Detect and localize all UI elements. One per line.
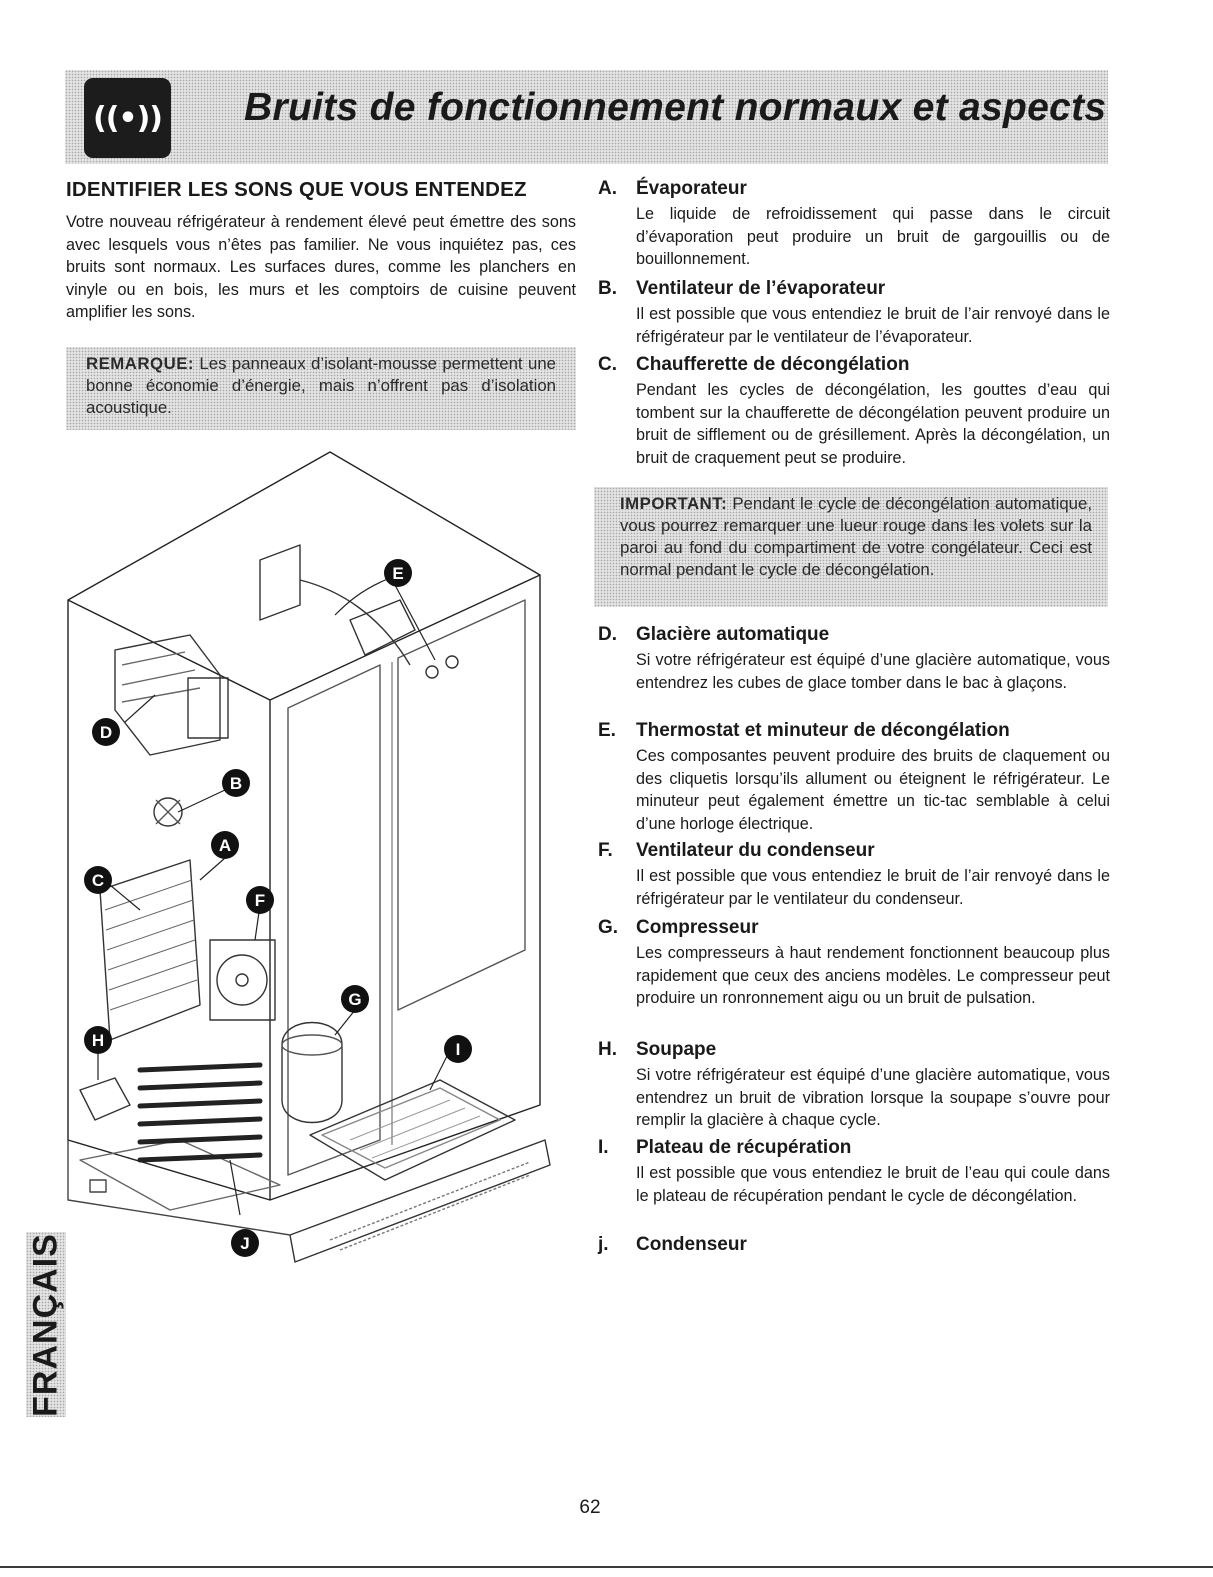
page-title: Bruits de fonctionnement normaux et aspects [244, 86, 1107, 129]
item-letter: I. [598, 1137, 609, 1158]
intro-paragraph: Votre nouveau réfrigérateur à rendement élevé peut émettre des sons avec lesquels vous n’êtes pas familier. Ne vous inquiétez pas, ces bruits sont normaux. Les surfaces dures, comme les planchers en vinyle ou en bois, les murs et les comptoirs de cuisine peuvent amplifier les sons. [66, 213, 576, 322]
svg-text:A: A [218, 836, 232, 855]
item-body: Il est possible que vous entendiez le bruit de l’eau qui coule dans le plateau de récupération pendant le cycle de décongélation. [636, 1164, 1110, 1205]
svg-text:E: E [392, 564, 404, 583]
item-letter: D. [598, 624, 617, 645]
item-title: Glacière automatique [636, 624, 830, 645]
remarque-text: Les panneaux d’isolant-mousse permettent une bonne économie d’énergie, mais n’offrent pas d’isolation acoustique. [86, 354, 556, 417]
item-letter: A. [598, 178, 617, 199]
diagram-markers [84, 559, 472, 1257]
item-title: Thermostat et minuteur de décongélation [636, 720, 1010, 741]
cabinet-back-edge [270, 575, 540, 700]
svg-text:G: G [348, 990, 362, 1009]
item-b [598, 278, 1110, 348]
svg-text:B: B [229, 774, 243, 793]
item-j [598, 1234, 1110, 1256]
item-letter: H. [598, 1039, 617, 1060]
marker-H [84, 1026, 112, 1054]
condenser-coil [140, 1065, 260, 1160]
freezer-liner [288, 665, 380, 1175]
item-c [598, 354, 1110, 469]
condenser-fan [210, 940, 275, 1020]
bottom-rule [0, 1566, 1213, 1568]
important-text: Pendant le cycle de décongélation automatique, vous pourrez remarquer une lueur rouge dans les volets sur la paroi au fond du compartiment de votre congélateur. Ceci est normal pendant le cycle de décongélation. [620, 494, 1092, 579]
item-title: Compresseur [636, 917, 759, 938]
fresh-food-liner [398, 600, 525, 1010]
item-i [598, 1137, 1110, 1207]
evaporator-coil [100, 860, 200, 1040]
marker-D [92, 718, 120, 746]
water-valve [80, 1078, 130, 1120]
item-letter: B. [598, 278, 617, 299]
section-heading: IDENTIFIER LES SONS QUE VOUS ENTENDEZ [66, 178, 527, 201]
item-body: Il est possible que vous entendiez le bruit de l’air renvoyé dans le réfrigérateur par le ventilateur de l’évaporateur. [636, 305, 1110, 346]
item-title: Condenseur [636, 1234, 747, 1255]
item-title: Évaporateur [636, 178, 747, 199]
item-letter: F. [598, 840, 613, 861]
item-title: Ventilateur de l’évaporateur [636, 278, 886, 299]
language-tab-label: FRANÇAIS [26, 1233, 65, 1417]
item-body: Si votre réfrigérateur est équipé d’une glacière automatique, vous entendrez les cubes de glace tomber dans le bac à glaçons. [636, 651, 1110, 692]
item-g [598, 917, 1110, 1010]
item-title: Plateau de récupération [636, 1137, 852, 1158]
item-letter: C. [598, 354, 617, 375]
refrigerator-diagram [60, 440, 575, 1320]
item-body: Le liquide de refroidissement qui passe dans le circuit d’évaporation peut produire un bruit de gargouillis ou de bouillonnement. [636, 205, 1110, 269]
important-label: IMPORTANT: [620, 494, 728, 513]
page-number: 62 [579, 1497, 601, 1518]
marker-G [341, 985, 369, 1013]
marker-C [84, 866, 112, 894]
item-title: Soupape [636, 1039, 717, 1060]
item-body: Si votre réfrigérateur est équipé d’une glacière automatique, vous entendrez un bruit de vibration lorsque la soupape s’ouvre pour remplir la glacière à chaque cycle. [636, 1066, 1110, 1130]
important-note [594, 487, 1108, 607]
marker-A [211, 831, 239, 859]
svg-text:C: C [91, 871, 105, 890]
item-title: Ventilateur du condenseur [636, 840, 875, 861]
marker-J [231, 1229, 259, 1257]
marker-F [246, 886, 274, 914]
svg-text:I: I [455, 1040, 461, 1059]
remarque-label: REMARQUE: [86, 354, 194, 373]
remarque-note [66, 347, 576, 430]
drain-pan [310, 1080, 515, 1180]
base-grille [290, 1140, 550, 1262]
item-body: Ces composantes peuvent produire des bruits de claquement ou des cliquetis lorsqu’ils allument ou éteignent le réfrigérateur. Le minuteur peut également émettre un tic-tac semblable à celui d’une horloge électrique. [636, 747, 1110, 833]
item-f [598, 840, 1110, 910]
svg-text:H: H [91, 1031, 105, 1050]
item-title: Chaufferette de décongélation [636, 354, 910, 375]
item-d [598, 624, 1110, 694]
item-letter: G. [598, 917, 619, 938]
item-e [598, 720, 1110, 835]
svg-text:J: J [240, 1234, 250, 1253]
item-a [598, 178, 1110, 271]
item-letter: E. [598, 720, 616, 741]
item-body: Les compresseurs à haut rendement fonctionnent beaucoup plus rapidement que ceux des anciens modèles. Le compresseur peut produire un ronronnement aigu ou un bruit de pulsation. [636, 944, 1110, 1008]
svg-text:F: F [254, 891, 266, 910]
item-body: Pendant les cycles de décongélation, les gouttes d’eau qui tombent sur la chaufferette de décongélation peuvent produire un bruit de sifflement ou de grésillement. Après la décongélation, un bruit de craquement peut se produire. [636, 381, 1110, 467]
item-letter: j. [598, 1234, 609, 1255]
cabinet-top-edge [68, 600, 270, 700]
marker-B [222, 769, 250, 797]
item-h [598, 1039, 1110, 1132]
icemaker [115, 635, 220, 755]
marker-I [444, 1035, 472, 1063]
marker-E [384, 559, 412, 587]
svg-text:D: D [99, 723, 113, 742]
item-body: Il est possible que vous entendiez le bruit de l’air renvoyé dans le réfrigérateur par le ventilateur du condenseur. [636, 867, 1110, 908]
sound-waves-icon: ((•)) [84, 78, 171, 158]
